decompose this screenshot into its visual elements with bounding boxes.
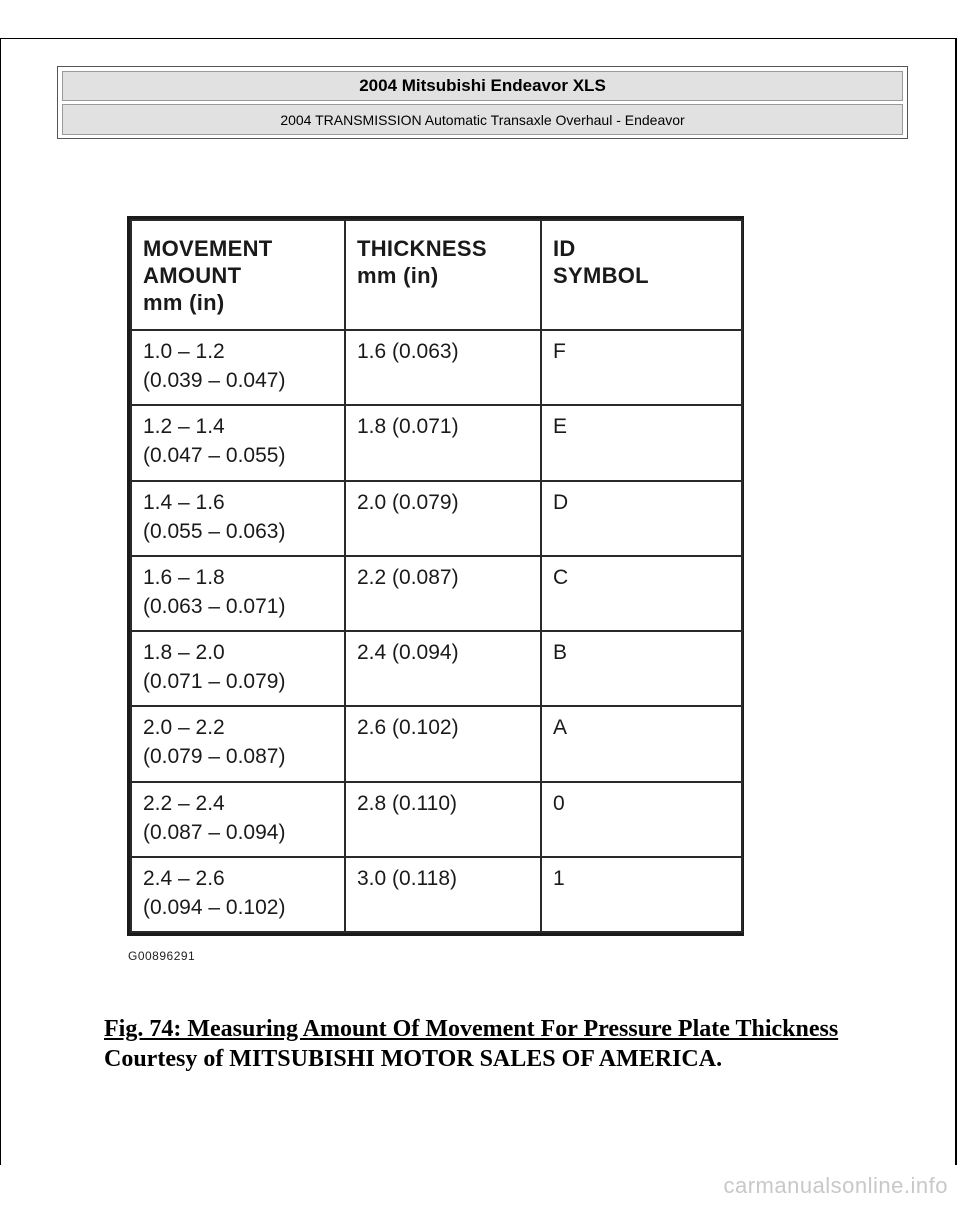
document-header xyxy=(57,66,908,139)
thickness-cell: 2.4 (0.094) xyxy=(345,631,541,706)
movement-range-in: (0.039 – 0.047) xyxy=(143,369,286,392)
movement-range-in: (0.071 – 0.079) xyxy=(143,670,286,693)
id-symbol-cell: C xyxy=(541,556,742,631)
header-line: ID xyxy=(553,236,576,261)
movement-amount-cell xyxy=(131,330,345,405)
id-symbol-cell: 0 xyxy=(541,782,742,857)
section-title: 2004 TRANSMISSION Automatic Transaxle Overhaul - Endeavor xyxy=(62,104,903,135)
movement-amount-cell xyxy=(131,556,345,631)
watermark: carmanualsonline.info xyxy=(723,1173,948,1198)
movement-range-mm: 1.8 – 2.0 xyxy=(143,641,225,664)
column-header-movement xyxy=(131,220,345,330)
movement-amount-cell xyxy=(131,782,345,857)
header-line: THICKNESS xyxy=(357,236,487,261)
movement-range-in: (0.079 – 0.087) xyxy=(143,745,286,769)
column-header-id-symbol xyxy=(541,220,742,330)
movement-amount-cell xyxy=(131,405,345,480)
header-line: MOVEMENT xyxy=(143,236,273,261)
movement-range-mm: 2.2 – 2.4 xyxy=(143,791,225,815)
table-row xyxy=(131,481,742,556)
id-symbol-cell: B xyxy=(541,631,742,706)
vehicle-title: 2004 Mitsubishi Endeavor XLS xyxy=(62,71,903,101)
movement-range-in: (0.087 – 0.094) xyxy=(143,820,286,844)
figure-courtesy: Courtesy of MITSUBISHI MOTOR SALES OF AMERICA. xyxy=(104,1046,723,1072)
id-symbol-cell: F xyxy=(541,330,742,405)
specification-table xyxy=(130,219,743,933)
movement-amount-cell xyxy=(131,857,345,932)
table-row xyxy=(131,330,742,405)
movement-range-mm: 1.4 – 1.6 xyxy=(143,490,225,514)
movement-range-mm: 2.4 – 2.6 xyxy=(143,866,225,890)
figure-title: Fig. 74: Measuring Amount Of Movement For Pressure Plate Thickness xyxy=(104,1016,839,1042)
table-row xyxy=(131,631,742,706)
header-line: AMOUNT xyxy=(143,263,242,288)
table-header-row xyxy=(131,220,742,330)
figure-caption xyxy=(104,1014,904,1074)
header-line: SYMBOL xyxy=(553,263,649,288)
thickness-cell: 2.0 (0.079) xyxy=(345,481,541,556)
movement-range-mm: 1.2 – 1.4 xyxy=(143,415,225,439)
movement-range-mm: 2.0 – 2.2 xyxy=(143,716,225,740)
figure-code: G00896291 xyxy=(128,949,196,963)
id-symbol-cell: E xyxy=(541,405,742,480)
table-row xyxy=(131,556,742,631)
movement-amount-cell xyxy=(131,631,345,706)
table-row xyxy=(131,857,742,932)
id-symbol-cell: A xyxy=(541,706,742,781)
column-header-thickness xyxy=(345,220,541,330)
id-symbol-cell: 1 xyxy=(541,857,742,932)
movement-amount-cell xyxy=(131,481,345,556)
id-symbol-cell: D xyxy=(541,481,742,556)
movement-range-in: (0.094 – 0.102) xyxy=(143,895,286,919)
header-line: mm (in) xyxy=(143,290,225,315)
movement-range-in: (0.047 – 0.055) xyxy=(143,444,286,468)
movement-amount-cell xyxy=(131,706,345,781)
thickness-cell: 2.8 (0.110) xyxy=(345,782,541,857)
thickness-cell: 2.6 (0.102) xyxy=(345,706,541,781)
table-row xyxy=(131,706,742,781)
specification-table-figure xyxy=(127,216,744,936)
thickness-cell: 1.8 (0.071) xyxy=(345,405,541,480)
table-row xyxy=(131,782,742,857)
thickness-cell: 1.6 (0.063) xyxy=(345,330,541,405)
table-body xyxy=(131,330,742,932)
header-line: mm (in) xyxy=(357,263,439,288)
movement-range-in: (0.055 – 0.063) xyxy=(143,519,286,543)
table-row xyxy=(131,405,742,480)
movement-range-mm: 1.6 – 1.8 xyxy=(143,565,225,589)
movement-range-in: (0.063 – 0.071) xyxy=(143,594,286,618)
movement-range-mm: 1.0 – 1.2 xyxy=(143,340,225,363)
thickness-cell: 2.2 (0.087) xyxy=(345,556,541,631)
thickness-cell: 3.0 (0.118) xyxy=(345,857,541,932)
